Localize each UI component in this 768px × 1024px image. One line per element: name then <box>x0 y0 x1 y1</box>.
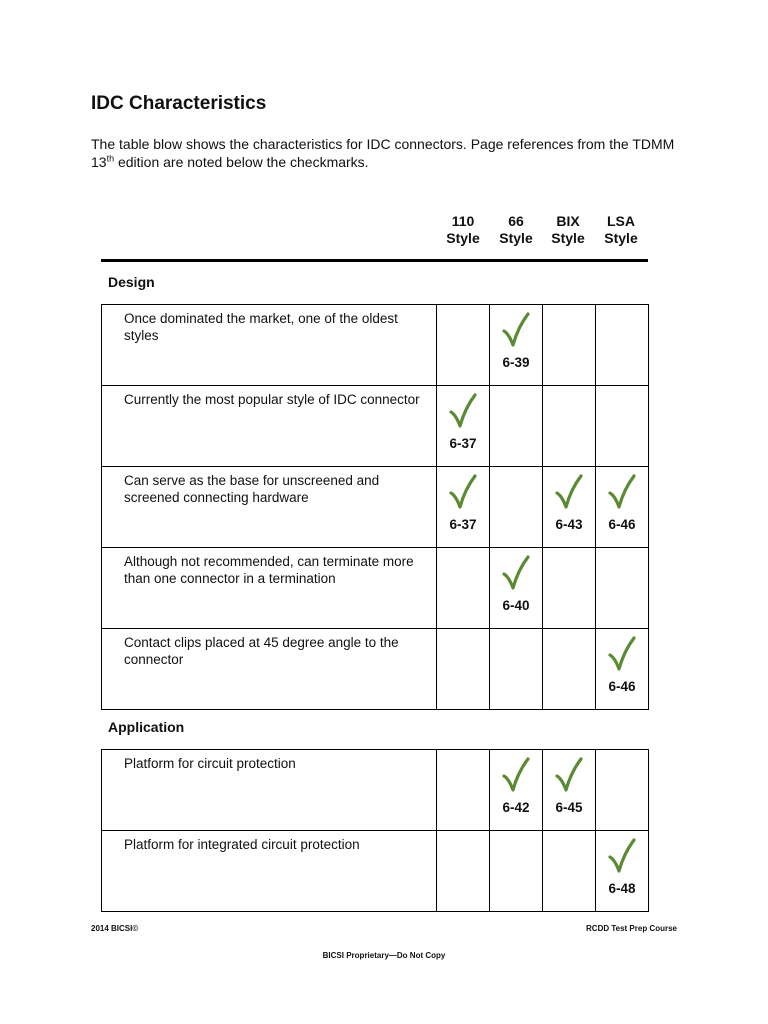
style-cell <box>437 629 490 710</box>
page-reference: 6-40 <box>502 598 530 613</box>
page-reference: 6-43 <box>555 517 583 532</box>
column-header-line1: BIX <box>556 213 580 229</box>
characteristic-text: Once dominated the market, one of the oldest styles <box>124 311 398 343</box>
page-reference: 6-46 <box>608 517 636 532</box>
style-cell <box>543 467 596 548</box>
table-row <box>102 750 649 831</box>
characteristic-text: Platform for circuit protection <box>124 756 296 771</box>
intro-text-end: edition are noted below the checkmarks. <box>114 154 369 170</box>
page-reference: 6-48 <box>608 881 636 896</box>
section-label-application: Application <box>108 719 185 735</box>
style-cell <box>437 750 490 831</box>
checkmark-icon <box>449 474 477 510</box>
footer-proprietary: BICSI Proprietary—Do Not Copy <box>322 951 446 960</box>
application-table <box>101 749 649 912</box>
characteristic-text: Although not recommended, can terminate more than one connector in a termination <box>124 554 414 586</box>
checkmark-icon <box>608 636 636 672</box>
page-reference: 6-42 <box>502 800 530 815</box>
checkmark-icon <box>555 474 583 510</box>
style-cell <box>596 831 649 912</box>
checkmark-icon <box>502 312 530 348</box>
style-cell <box>490 750 543 831</box>
characteristic-text: Platform for integrated circuit protection <box>124 837 360 852</box>
section-label-design: Design <box>108 274 155 290</box>
column-header-bix <box>542 213 594 247</box>
characteristic-text: Can serve as the base for unscreened and screened connecting hardware <box>124 473 380 505</box>
style-cell <box>437 386 490 467</box>
page-reference: 6-46 <box>608 679 636 694</box>
characteristic-cell <box>102 305 437 386</box>
column-header-line2: Style <box>446 230 480 246</box>
checkmark-icon <box>449 393 477 429</box>
design-table <box>101 304 649 710</box>
column-header-66 <box>490 213 542 247</box>
checkmark-icon <box>502 555 530 591</box>
characteristic-cell <box>102 831 437 912</box>
checkmark-icon <box>608 838 636 874</box>
style-cell <box>437 831 490 912</box>
table-row <box>102 305 649 386</box>
footer-course: RCDD Test Prep Course <box>586 924 677 933</box>
style-cell <box>596 548 649 629</box>
style-cell <box>543 629 596 710</box>
table-row <box>102 548 649 629</box>
table-row <box>102 831 649 912</box>
page-title: IDC Characteristics <box>91 93 267 114</box>
style-cell <box>596 305 649 386</box>
column-header-110 <box>437 213 489 247</box>
characteristic-cell <box>102 629 437 710</box>
characteristic-cell <box>102 386 437 467</box>
checkmark-icon <box>555 757 583 793</box>
characteristic-cell <box>102 750 437 831</box>
style-cell <box>490 386 543 467</box>
checkmark-icon <box>502 757 530 793</box>
style-cell <box>490 305 543 386</box>
column-header-line2: Style <box>604 230 638 246</box>
column-header-lsa <box>595 213 647 247</box>
characteristic-cell <box>102 548 437 629</box>
style-cell <box>437 467 490 548</box>
page-reference: 6-45 <box>555 800 583 815</box>
style-cell <box>596 467 649 548</box>
style-cell <box>543 831 596 912</box>
intro-text: The table blow shows the characteristics for IDC connectors. Page references from the TDMM 13 <box>91 136 675 170</box>
style-cell <box>437 305 490 386</box>
style-cell <box>490 467 543 548</box>
style-cell <box>543 305 596 386</box>
style-cell <box>596 386 649 467</box>
intro-paragraph <box>91 135 691 171</box>
footer-copyright: 2014 BICSI© <box>91 924 139 933</box>
style-cell <box>543 386 596 467</box>
table-row <box>102 467 649 548</box>
style-cell <box>596 750 649 831</box>
page-reference: 6-37 <box>449 517 477 532</box>
page-reference: 6-37 <box>449 436 477 451</box>
style-cell <box>490 831 543 912</box>
style-cell <box>437 548 490 629</box>
characteristic-text: Contact clips placed at 45 degree angle to the connector <box>124 635 399 667</box>
column-header-line1: LSA <box>607 213 635 229</box>
column-header-line2: Style <box>499 230 533 246</box>
style-cell <box>543 750 596 831</box>
column-header-line1: 66 <box>508 213 524 229</box>
table-row <box>102 629 649 710</box>
style-cell <box>543 548 596 629</box>
column-header-line1: 110 <box>451 213 475 229</box>
page-reference: 6-39 <box>502 355 530 370</box>
style-cell <box>596 629 649 710</box>
intro-superscript: th <box>106 153 115 164</box>
style-cell <box>490 629 543 710</box>
checkmark-icon <box>608 474 636 510</box>
characteristic-cell <box>102 467 437 548</box>
table-row <box>102 386 649 467</box>
column-header-line2: Style <box>551 230 585 246</box>
characteristic-text: Currently the most popular style of IDC connector <box>124 392 420 407</box>
style-cell <box>490 548 543 629</box>
header-rule <box>101 259 648 262</box>
